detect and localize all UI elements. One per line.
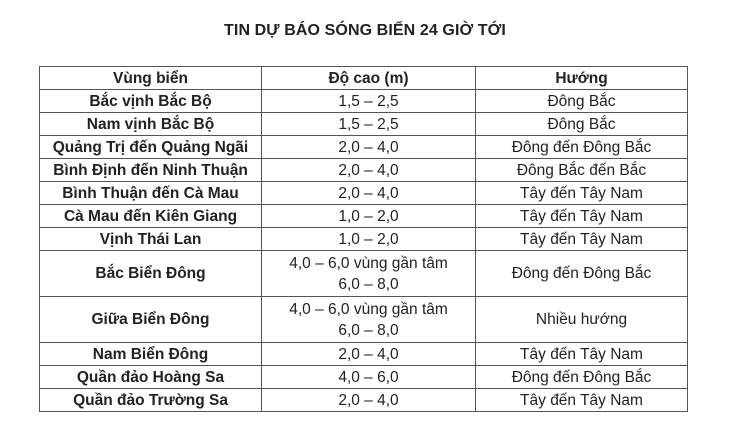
height-value: 2,0 – 4,0 xyxy=(338,138,399,156)
header-height: Độ cao (m) xyxy=(262,67,476,90)
direction-cell: Tây đến Tây Nam xyxy=(476,389,688,412)
height-cell xyxy=(262,228,476,251)
region-cell: Quảng Trị đến Quảng Ngãi xyxy=(40,136,262,159)
height-value: 4,0 – 6,0 xyxy=(338,368,399,386)
table-row xyxy=(40,297,688,343)
height-cell xyxy=(262,136,476,159)
height-value: 1,0 – 2,0 xyxy=(338,230,399,248)
table-row xyxy=(40,136,688,159)
region-cell: Quần đảo Hoàng Sa xyxy=(40,366,262,389)
region-cell: Vịnh Thái Lan xyxy=(40,228,262,251)
header-region: Vùng biển xyxy=(40,67,262,90)
table-header-row xyxy=(40,67,688,90)
height-value: 2,0 – 4,0 xyxy=(338,184,399,202)
table-row xyxy=(40,113,688,136)
wave-forecast-table xyxy=(39,66,688,412)
table-row xyxy=(40,205,688,228)
region-cell: Giữa Biển Đông xyxy=(40,297,262,343)
region-cell: Nam Biển Đông xyxy=(40,343,262,366)
direction-cell: Đông Bắc xyxy=(476,90,688,113)
region-cell: Quần đảo Trường Sa xyxy=(40,389,262,412)
height-value: 1,5 – 2,5 xyxy=(338,115,399,133)
region-cell: Nam vịnh Bắc Bộ xyxy=(40,113,262,136)
direction-cell: Tây đến Tây Nam xyxy=(476,228,688,251)
page-title: TIN DỰ BÁO SÓNG BIỂN 24 GIỜ TỚI xyxy=(224,22,506,39)
table-row xyxy=(40,228,688,251)
height-cell xyxy=(262,90,476,113)
height-cell xyxy=(262,182,476,205)
table-row xyxy=(40,251,688,297)
table-row xyxy=(40,90,688,113)
height-value: 2,0 – 4,0 xyxy=(338,345,399,363)
height-value: 6,0 – 8,0 xyxy=(338,321,399,339)
direction-cell: Đông đến Đông Bắc xyxy=(476,136,688,159)
header-direction: Hướng xyxy=(476,67,688,90)
height-cell xyxy=(262,113,476,136)
direction-cell: Tây đến Tây Nam xyxy=(476,205,688,228)
table-row xyxy=(40,182,688,205)
direction-cell: Đông đến Đông Bắc xyxy=(476,251,688,297)
height-value: 4,0 – 6,0 vùng gần tâm xyxy=(289,254,448,272)
height-value: 6,0 – 8,0 xyxy=(338,275,399,293)
region-cell: Bắc Biển Đông xyxy=(40,251,262,297)
height-cell xyxy=(262,366,476,389)
height-value: 2,0 – 4,0 xyxy=(338,391,399,409)
direction-cell: Đông Bắc xyxy=(476,113,688,136)
region-cell: Bình Thuận đến Cà Mau xyxy=(40,182,262,205)
height-cell xyxy=(262,159,476,182)
region-cell: Bắc vịnh Bắc Bộ xyxy=(40,90,262,113)
direction-cell: Nhiều hướng xyxy=(476,297,688,343)
table-row xyxy=(40,343,688,366)
height-cell xyxy=(262,297,476,343)
table-row xyxy=(40,389,688,412)
height-value: 4,0 – 6,0 vùng gần tâm xyxy=(289,300,448,318)
direction-cell: Đông đến Đông Bắc xyxy=(476,366,688,389)
height-cell xyxy=(262,251,476,297)
height-cell xyxy=(262,389,476,412)
height-cell xyxy=(262,343,476,366)
height-value: 2,0 – 4,0 xyxy=(338,161,399,179)
height-cell xyxy=(262,205,476,228)
table-row xyxy=(40,159,688,182)
table-row xyxy=(40,366,688,389)
region-cell: Cà Mau đến Kiên Giang xyxy=(40,205,262,228)
direction-cell: Tây đến Tây Nam xyxy=(476,182,688,205)
region-cell: Bình Định đến Ninh Thuận xyxy=(40,159,262,182)
height-value: 1,5 – 2,5 xyxy=(338,92,399,110)
direction-cell: Tây đến Tây Nam xyxy=(476,343,688,366)
height-value: 1,0 – 2,0 xyxy=(338,207,399,225)
direction-cell: Đông Bắc đến Bắc xyxy=(476,159,688,182)
